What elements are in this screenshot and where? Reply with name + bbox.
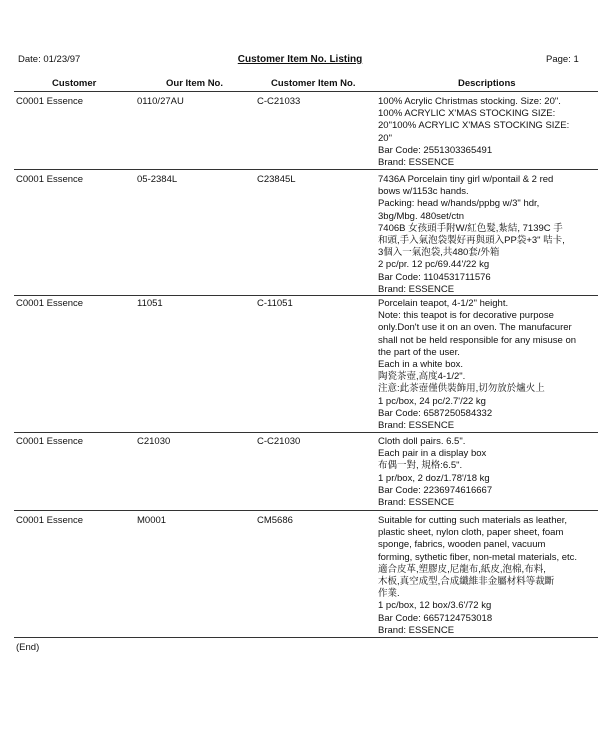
description-cell	[378, 174, 598, 296]
description-line: 適合皮革,塑膠皮,尼龍布,紙皮,泡棉,布料,	[378, 563, 546, 575]
description-line: Bar Code: 2236974616667	[378, 484, 493, 496]
column-header-our-item: Our Item No.	[166, 78, 224, 89]
description-cell	[378, 515, 598, 637]
customer-cell: C0001 Essence	[16, 96, 84, 107]
customer-cell: C0001 Essence	[16, 298, 84, 309]
report-title: Customer Item No. Listing	[237, 54, 363, 65]
description-line: 和頭,手入氣泡袋製好再與頭入PP袋+3" 咭卡,	[378, 235, 565, 247]
description-line: Porcelain teapot, 4-1/2" height.	[378, 298, 509, 309]
our-item-cell: 11051	[137, 298, 163, 309]
description-line: 100% Acrylic Christmas stocking. Size: 20".	[378, 96, 561, 107]
column-headers	[0, 78, 600, 92]
column-header-descriptions: Descriptions	[458, 78, 516, 89]
customer-item-cell: CM5686	[257, 515, 293, 526]
description-line: 7436A Porcelain tiny girl w/pontail & 2 red	[378, 174, 554, 185]
column-header-customer: Customer	[52, 78, 97, 89]
description-line: 1 pc/box, 24 pc/2.7'/22 kg	[378, 395, 486, 407]
our-item-cell: 05-2384L	[137, 174, 178, 185]
description-line: 7406B 女孩頭手附W/紅色髮,紮結, 7139C 手	[378, 222, 563, 234]
end-marker: (End)	[16, 642, 40, 653]
description-line: Brand: ESSENCE	[378, 283, 455, 295]
report-date: Date: 01/23/97	[18, 54, 81, 65]
description-line: Bar Code: 1104531711576	[378, 271, 491, 283]
description-line: 3bg/Mbg. 480set/ctn	[378, 210, 465, 222]
description-line: the part of the user.	[378, 346, 460, 358]
description-line: Each in a white box.	[378, 359, 464, 371]
description-line: plastic sheet, nylon cloth, paper sheet, foam	[378, 527, 564, 539]
description-line: only.Don't use it on an oven. The manufacurer	[378, 322, 572, 334]
row-divider	[14, 432, 598, 433]
description-line: 1 pr/box, 2 doz/1.78'/18 kg	[378, 472, 490, 484]
description-line: 木板,真空成型,合成纖維非金屬材料等裁斷	[378, 576, 555, 588]
description-line: bows w/1153c hands.	[378, 186, 469, 198]
description-line: 陶瓷茶壺,高度4-1/2".	[378, 371, 466, 383]
row-divider	[14, 295, 598, 296]
customer-cell: C0001 Essence	[16, 436, 84, 447]
row-divider	[14, 637, 598, 638]
description-line: Cloth doll pairs. 6.5".	[378, 436, 466, 447]
row-divider	[14, 169, 598, 170]
description-line: 3個入一氣泡袋,共480套/外箱	[378, 247, 500, 259]
description-cell	[378, 96, 598, 169]
description-line: 20"100% ACRYLIC X'MAS STOCKING SIZE:	[378, 120, 570, 132]
description-line: Packing: head w/hands/ppbg w/3" hdr,	[378, 198, 540, 210]
customer-item-cell: C-C21030	[257, 436, 301, 447]
description-line: Brand: ESSENCE	[378, 420, 455, 432]
page-number: Page: 1	[546, 54, 579, 65]
row-divider	[14, 510, 598, 511]
description-line: Bar Code: 2551303365491	[378, 144, 493, 156]
description-line: 20"	[378, 132, 392, 144]
description-line: shall not be held responsible for any misuse on	[378, 334, 577, 346]
description-line: Bar Code: 6587250584332	[378, 407, 493, 419]
description-line: forming, sythetic fiber, non-metal materials, etc.	[378, 551, 578, 563]
description-line: Suitable for cutting such materials as leather,	[378, 515, 568, 526]
description-line: Brand: ESSENCE	[378, 157, 455, 169]
description-line: 1 pc/box, 12 box/3.6'/72 kg	[378, 600, 492, 612]
description-line: 作業.	[378, 588, 400, 600]
customer-item-cell: C-11051	[257, 298, 293, 309]
description-line: Brand: ESSENCE	[378, 624, 455, 636]
our-item-cell: C21030	[137, 436, 171, 447]
description-line: 注意:此茶壺僅供裝飾用,切勿放於爐火上	[378, 383, 545, 395]
report-header	[0, 54, 600, 68]
description-line: Each pair in a display box	[378, 448, 487, 460]
description-cell	[378, 298, 598, 432]
description-line: 布偶一對, 規格:6.5".	[378, 460, 463, 472]
description-line: Note: this teapot is for decorative purpose	[378, 310, 554, 322]
description-line: sponge, fabrics, wooden panel, vacuum	[378, 539, 546, 551]
customer-item-cell: C23845L	[257, 174, 296, 185]
customer-cell: C0001 Essence	[16, 515, 84, 526]
description-cell	[378, 436, 598, 509]
description-line: 2 pc/pr. 12 pc/69.44'/22 kg	[378, 259, 490, 271]
our-item-cell: M0001	[137, 515, 167, 526]
description-line: 100% ACRYLIC X'MAS STOCKING SIZE:	[378, 108, 556, 120]
column-header-customer-item: Customer Item No.	[271, 78, 356, 89]
customer-cell: C0001 Essence	[16, 174, 84, 185]
our-item-cell: 0110/27AU	[137, 96, 184, 107]
description-line: Bar Code: 6657124753018	[378, 612, 493, 624]
customer-item-cell: C-C21033	[257, 96, 301, 107]
header-rule	[14, 91, 598, 92]
description-line: Brand: ESSENCE	[378, 497, 455, 509]
